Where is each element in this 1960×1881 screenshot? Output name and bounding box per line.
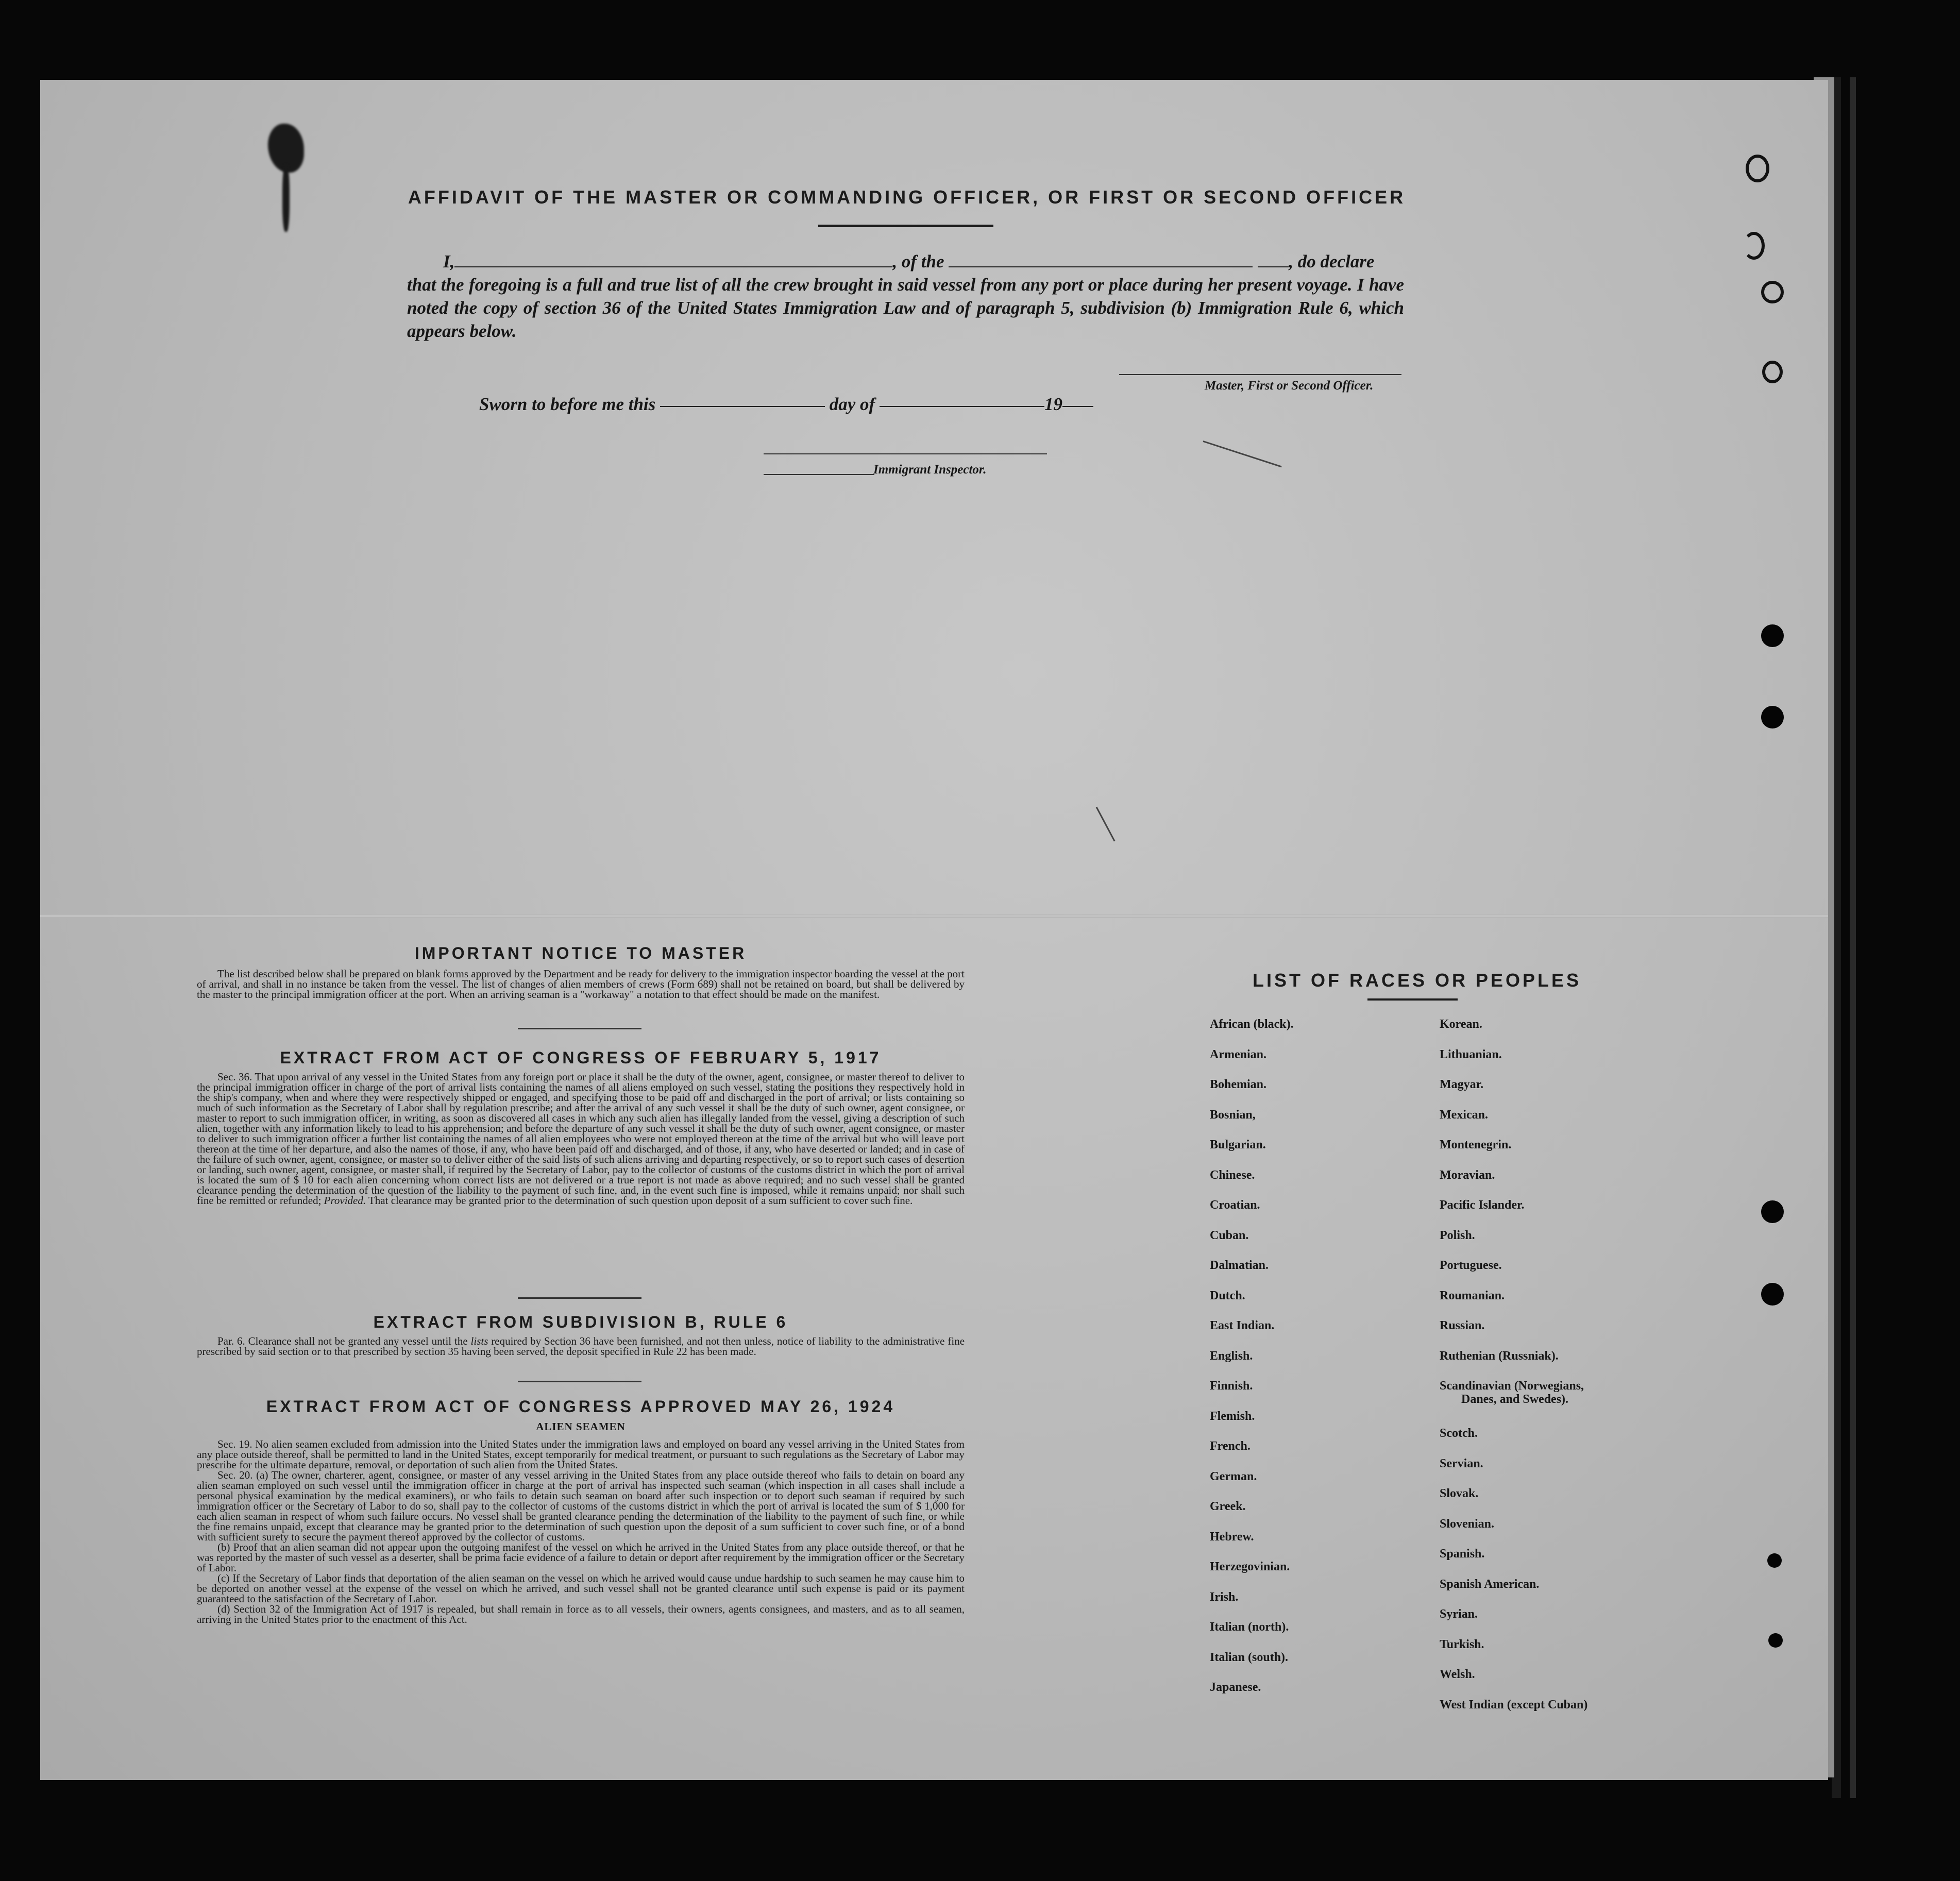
paper-fold-line xyxy=(40,914,1828,918)
affidavit-i: I, xyxy=(443,251,455,272)
race-item: Montenegrin. xyxy=(1440,1138,1512,1151)
race-item: Spanish. xyxy=(1440,1547,1485,1561)
race-item-scandinavian xyxy=(1440,1379,1587,1427)
extract-1924-title: EXTRACT FROM ACT OF CONGRESS APPROVED MAY 26, 1924 xyxy=(266,1397,895,1416)
binder-hole xyxy=(1761,1200,1784,1223)
race-item: Bosnian, xyxy=(1210,1108,1256,1122)
master-signature-caption: Master, First or Second Officer. xyxy=(1205,379,1374,393)
race-item: Polish. xyxy=(1440,1228,1475,1242)
race-item: Ruthenian (Russniak). xyxy=(1440,1349,1559,1363)
race-item: Russian. xyxy=(1440,1319,1485,1332)
binder-hole xyxy=(1761,706,1784,728)
sworn-month-blank xyxy=(880,405,1044,407)
inspector-signature-line xyxy=(764,453,1047,454)
race-item: Irish. xyxy=(1210,1590,1239,1604)
section-divider xyxy=(518,1381,641,1382)
race-item: Slovenian. xyxy=(1440,1517,1495,1531)
affidavit-of-the: , of the xyxy=(892,251,944,272)
page-number-mark xyxy=(1761,281,1784,303)
race-item: Servian. xyxy=(1440,1456,1483,1470)
race-item: Dutch. xyxy=(1210,1289,1245,1302)
race-item: Herzegovinian. xyxy=(1210,1560,1290,1573)
notice-text xyxy=(197,969,965,999)
race-item: German. xyxy=(1210,1469,1257,1483)
race-item: Syrian. xyxy=(1440,1607,1478,1621)
affidavit-text xyxy=(407,250,1404,343)
page-edge-strip xyxy=(1850,77,1856,1798)
extract-1917-provided: Provided. xyxy=(324,1194,366,1207)
extract-rule6-body: Par. 6. Clearance shall not be granted any vessel until the xyxy=(217,1335,468,1347)
race-item: Cuban. xyxy=(1210,1228,1249,1242)
title-rule xyxy=(818,225,993,227)
race-item-line: Danes, and Swedes). xyxy=(1461,1393,1569,1406)
inspector-caption-line xyxy=(764,474,874,475)
binder-hole xyxy=(1761,624,1784,647)
race-item: Mexican. xyxy=(1440,1108,1488,1122)
sworn-line xyxy=(479,394,1093,415)
page-number-mark xyxy=(1762,361,1783,383)
race-item: Moravian. xyxy=(1440,1168,1495,1182)
race-item: Welsh. xyxy=(1440,1668,1475,1681)
extract-1917-title: EXTRACT FROM ACT OF CONGRESS OF FEBRUARY 5, 1917 xyxy=(280,1048,882,1067)
name-blank xyxy=(454,266,892,267)
page-number-mark xyxy=(1746,155,1769,182)
race-item-line: Scandinavian (Norwegians, xyxy=(1440,1379,1584,1393)
binder-hole xyxy=(1768,1633,1783,1648)
extract-1924-sec20d: (d) Section 32 of the Immigration Act of 1917 is repealed, but shall remain in force as to all vessels, their owners, agents consignees, and masters, and as to all seamen, arriving in the United States prior to the enactment of this Act. xyxy=(197,1603,965,1625)
extract-1917-sec-label: Sec. 36. xyxy=(217,1071,252,1083)
race-item: French. xyxy=(1210,1439,1251,1453)
race-item: Roumanian. xyxy=(1440,1289,1505,1302)
race-item: Bulgarian. xyxy=(1210,1138,1266,1151)
page-number-mark xyxy=(1743,232,1765,260)
affidavit-declare: , do declare xyxy=(1289,251,1375,272)
sworn-date-blank xyxy=(660,405,825,407)
title-rule xyxy=(1367,998,1458,1001)
sworn-year-blank xyxy=(1062,405,1093,407)
sworn-year: 19 xyxy=(1044,394,1062,414)
race-item: Bohemian. xyxy=(1210,1078,1267,1091)
ink-smear xyxy=(282,165,290,232)
race-item: English. xyxy=(1210,1349,1253,1363)
extract-rule6-body-end: required by Section 36 have been furnished, and not then unless, notice of liability to the administrative fine prescribed by said section or to that prescribed by section 35 having been served, the deposit specified in Rule 22 has been made. xyxy=(197,1335,965,1358)
sworn-prefix: Sworn to before me this xyxy=(479,394,656,414)
affidavit-body: that the foregoing is a full and true list of all the crew brought in said vessel from any port or place during her present voyage. I have noted the copy of section 36 of the United States Immigration Law and of paragraph 5, subdivision (b) Immigration Rule 6, which appears below. xyxy=(407,275,1404,341)
vessel-blank xyxy=(949,266,1253,267)
race-item: Flemish. xyxy=(1210,1409,1255,1423)
extract-1917-text xyxy=(197,1072,965,1206)
extract-1924-sec20a: Sec. 20. (a) The owner, charterer, agent, consignee, or master of any vessel arriving in the United States from any place outside thereof who fails to detain on board any alien seaman employed on such vessel until the immigration officer in charge at the port of arrival has inspected such seaman (which inspection in all cases shall include a personal physical examination by the medical examiners), or who fails to detain such seaman on board after such inspection or to deport such seaman if required by such immigration officer or the Secretary of Labor to do so, shall pay to the collector of customs of the customs district in which the port of arrival is located the sum of $ 1,000 for each alien seaman in respect of whom such failure occurs. No vessel shall be granted clearance pending the determination of the liability to the payment of such fine, or while the fine remains unpaid, except that clearance may be granted prior to the determination of such question upon the deposit of a sum sufficient to cover such fine, or of a bond with sufficient surety to secure the payment thereof approved by the collector of customs. xyxy=(197,1469,965,1543)
section-divider xyxy=(518,1028,641,1029)
race-item: Pacific Islander. xyxy=(1440,1198,1525,1212)
race-item: Lithuanian. xyxy=(1440,1047,1502,1061)
master-signature-line xyxy=(1119,374,1401,375)
race-item: Japanese. xyxy=(1210,1681,1261,1694)
race-item: Finnish. xyxy=(1210,1379,1253,1393)
races-title: LIST OF RACES OR PEOPLES xyxy=(1252,970,1582,991)
extract-1924-sec19: Sec. 19. No alien seamen excluded from admission into the United States under the immigration laws and employed on board any vessel arriving in the United States from any place outside thereof, shall be permitted to land in the United States, except temporarily for medical treatment, or pursuant to such regulations as the Secretary of Labor may prescribe for the ultimate departure, removal, or deportation of such alien from the United States. xyxy=(197,1438,965,1471)
race-item: Korean. xyxy=(1440,1018,1482,1031)
race-item: Italian (south). xyxy=(1210,1650,1289,1664)
extract-rule6-lists: lists xyxy=(470,1335,488,1347)
races-list-right xyxy=(1440,1018,1587,1728)
binder-hole xyxy=(1767,1553,1782,1568)
race-item: Dalmatian. xyxy=(1210,1259,1269,1272)
race-item: Italian (north). xyxy=(1210,1620,1289,1634)
races-list-left xyxy=(1210,1018,1294,1711)
notice-body: The list described below shall be prepared on blank forms approved by the Department and be ready for delivery to the immigration inspector boarding the vessel at the port of arrival, and shall in no instance be taken from the vessel. The list of changes of alien members of crews (Form 689) shall not be retained on board, but shall be delivered by the master to the principal immigration officer at the port. When an arriving seaman is a "workaway" a notation to that effect should be made on the manifest. xyxy=(197,968,965,1001)
extract-rule6-text xyxy=(197,1336,965,1357)
race-item: Greek. xyxy=(1210,1500,1246,1513)
inspector-caption: Immigrant Inspector. xyxy=(873,463,987,477)
section-divider xyxy=(518,1297,641,1299)
extract-1917-body: That upon arrival of any vessel in the United States from any foreign port or place it shall be the duty of the owner, agent, consignee, or master thereof to deliver to the principal immigration officer in charge of the port of arrival lists containing the names of all aliens employed on such vessel, stating the positions they respectively hold in the ship's company, when and where they were respectively shipped or engaged, and specifying those to be paid off and discharged in the port of arrival; or lists containing so much of such information as the Secretary of Labor shall by regulation prescribe; and after the arrival of any such vessel it shall be the duty of such owner, agent consignee, or master to report to such immigration officer, in writing, as soon as discovered all cases in which any such alien has illegally landed from the vessel, giving a description of such alien, together with any information likely to lead to his apprehension; and before the departure of any such vessel it shall be the duty of such owner, agent consignee, or master to deliver to such immigration officer a further list containing the names of all alien employees who were not employed thereon at the time of the arrival but who will leave port thereon at the time of her departure, and also the names of those, if any, who have been paid off and discharged, and of those, if any, who have deserted or landed; and in case of the failure of such owner, agent, consignee, or master so to deliver either of the said lists of such aliens arriving and departing respectively, or so to report such cases of desertion or landing, such owner, agent, consignee, or master shall, if required by the Secretary of Labor, pay to the collector of customs of the customs district in which the port of arrival is located the sum of $ 10 for each alien concerning whom correct lists are not delivered or a true report is not made as above required; and no such vessel shall be granted clearance pending the determination of the question of the liability to the payment of such fine, and, in the event such fine is imposed, while it remains unpaid; nor shall such fine be remitted or refunded; xyxy=(197,1071,965,1207)
race-item: Hebrew. xyxy=(1210,1530,1254,1544)
affidavit-title: AFFIDAVIT OF THE MASTER OR COMMANDING OFFICER, OR FIRST OR SECOND OFFICER xyxy=(408,187,1406,208)
extract-1924-subtitle: ALIEN SEAMEN xyxy=(536,1420,626,1433)
race-item: Magyar. xyxy=(1440,1078,1484,1091)
race-item: African (black). xyxy=(1210,1018,1294,1031)
race-item: Croatian. xyxy=(1210,1198,1260,1212)
race-item: Spanish American. xyxy=(1440,1577,1540,1591)
vessel-blank-2 xyxy=(1258,266,1289,267)
race-item: West Indian (except Cuban) xyxy=(1440,1698,1588,1711)
race-item: Scotch. xyxy=(1440,1427,1478,1440)
binder-hole xyxy=(1761,1283,1784,1306)
race-item: Chinese. xyxy=(1210,1168,1255,1182)
race-item: Armenian. xyxy=(1210,1047,1266,1061)
extract-rule6-title: EXTRACT FROM SUBDIVISION B, RULE 6 xyxy=(373,1313,788,1331)
extract-1924-text xyxy=(197,1439,965,1624)
extract-1917-body-end: That clearance may be granted prior to the determination of such question upon deposit of a sum sufficient to cover such fine. xyxy=(368,1194,913,1207)
race-item: Slovak. xyxy=(1440,1487,1479,1500)
sworn-day-of: day of xyxy=(829,394,875,414)
extract-1924-sec20b: (b) Proof that an alien seaman did not appear upon the outgoing manifest of the vessel on which he arrived in the United States from any place outside thereof, or that he was reported by the master of such vessel as a deserter, shall be prima facie evidence of a failure to detain or deport after requirement by the immigration officer or the Secretary of Labor. xyxy=(197,1541,965,1574)
extract-1924-sec20c: (c) If the Secretary of Labor finds that deportation of the alien seaman on the vessel on which he arrived would cause undue hardship to such seamen he may cause him to be deported on another vessel at the expense of the vessel on which he arrived, and such vessel shall not be granted clearance until such expense is paid or its payment guaranteed to the satisfaction of the Secretary of Labor. xyxy=(197,1572,965,1605)
race-item: East Indian. xyxy=(1210,1319,1275,1332)
notice-title: IMPORTANT NOTICE TO MASTER xyxy=(414,944,747,962)
race-item: Portuguese. xyxy=(1440,1259,1502,1272)
race-item: Turkish. xyxy=(1440,1637,1484,1651)
